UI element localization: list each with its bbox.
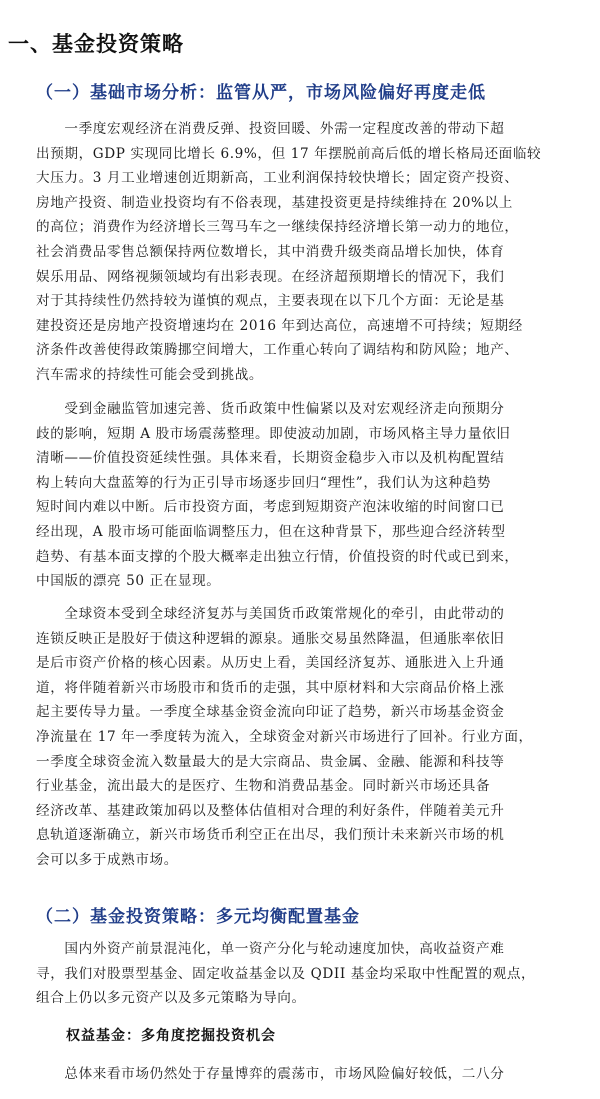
text-line: 行业基金，流出最大的是医疗、生物和消费品基金。同时新兴市场还具备 [36,778,491,795]
text-line: 息轨道逐渐确立，新兴市场货币利空正在出尽，我们预计未来新兴市场的机 [36,827,505,844]
text-line: 总体来看市场仍然处于存量博弈的震荡市，市场风险偏好较低，二八分 [36,1066,505,1082]
section1-paragraph-1 [36,117,586,388]
text-line: 出预期，GDP 实现同比增长 6.9%，但 17 年摆脱前高后低的增长格局还面临较 [36,145,542,162]
text-line: 济条件改善使得政策腾挪空间增大，工作重心转向了调结构和防风险；地产、 [36,342,519,359]
text-line: 经出现，A 股市场可能面临调整压力，但在这种背景下，那些迎合经济转型 [36,523,506,540]
section1-paragraph-3 [36,602,586,873]
text-line: 的高位；消费作为经济增长三驾马车之一继续保持经济增长第一动力的地位， [36,219,519,236]
text-line: 起主要传导力量。一季度全球基金资金流向印证了趋势，新兴市场基金资金 [36,704,505,721]
text-line: 一季度宏观经济在消费反弹、投资回暖、外需一定程度改善的带动下超 [36,121,505,137]
section2-title: （二）基金投资策略：多元均衡配置基金 [36,907,360,927]
text-line: 一季度全球资金流入数量最大的是大宗商品、贵金属、金融、能源和科技等 [36,753,505,770]
text-line: 社会消费品零售总额保持两位数增长，其中消费升级类商品增长加快，体育 [36,243,505,260]
text-line: 娱乐用品、网络视频领域均有出彩表现。在经济超预期增长的情况下，我们 [36,268,505,285]
text-line: 寻，我们对股票型基金、固定收益基金以及 QDII 基金均采取中性配置的观点， [36,965,536,982]
subsection-equity-funds-title: 权益基金：多角度挖掘投资机会 [66,1028,276,1044]
text-line: 全球资本受到全球经济复苏与美国货币政策常规化的牵引，由此带动的 [36,606,505,622]
text-line: 汽车需求的持续性可能会受到挑战。 [36,366,264,383]
text-line: 大压力。3 月工业增速创近期新高，工业利润保持较快增长；固定资产投资、 [36,170,519,187]
text-line: 国内外资产前景混沌化，单一资产分化与轮动速度加快，高收益资产难 [36,941,505,957]
text-line: 会可以多于成熟市场。 [36,851,178,868]
text-line: 构上转向大盘蓝筹的行为正引导市场逐步回归“理性”，我们认为这种趋势 [36,474,492,491]
section1-paragraph-2 [36,397,586,594]
heading-fund-strategy: 一、基金投资策略 [8,32,184,56]
text-line: 房地产投资、制造业投资均有不俗表现，基建投资更是持续维持在 20%以上 [36,194,513,211]
section2-paragraph [36,937,586,1011]
subsection-equity-funds-paragraph [36,1062,586,1087]
text-line: 组合上仍以多元资产以及多元策略为导向。 [36,990,306,1007]
text-line: 短时间内难以中断。后市投资方面，考虑到短期资产泡沫收缩的时间窗口已 [36,499,505,516]
section1-title: （一）基础市场分析：监管从严，市场风险偏好再度走低 [36,83,486,103]
text-line: 是后市资产价格的核心因素。从历史上看，美国经济复苏、通胀进入上升通 [36,655,505,672]
text-line: 中国版的漂亮 50 正在显现。 [36,573,221,590]
text-line: 净流量在 17 年一季度转为流入，全球资金对新兴市场进行了回补。行业方面， [36,728,533,745]
text-line: 清晰——价值投资延续性强。具体来看，长期资金稳步入市以及机构配置结 [36,450,505,467]
text-line: 趋势、有基本面支撑的个股大概率走出独立行情，价值投资的时代或已到来， [36,548,519,565]
text-line: 歧的影响，短期 A 股市场震荡整理。即使波动加剧，市场风格主导力量依旧 [36,425,511,442]
text-line: 经济改革、基建政策加码以及整体估值相对合理的利好条件，伴随着美元升 [36,802,505,819]
text-line: 连锁反映正是股好于债这种逻辑的源泉。通胀交易虽然降温，但通胀率依旧 [36,630,505,647]
text-line: 道，将伴随着新兴市场股市和货币的走强，其中原材料和大宗商品价格上涨 [36,679,505,696]
text-line: 对于其持续性仍然持较为谨慎的观点，主要表现在以下几个方面：无论是基 [36,293,505,310]
text-line: 建投资还是房地产投资增速均在 2016 年到达高位，高速增不可持续；短期经 [36,317,523,334]
text-line: 受到金融监管加速完善、货币政策中性偏紧以及对宏观经济走向预期分 [36,401,505,417]
